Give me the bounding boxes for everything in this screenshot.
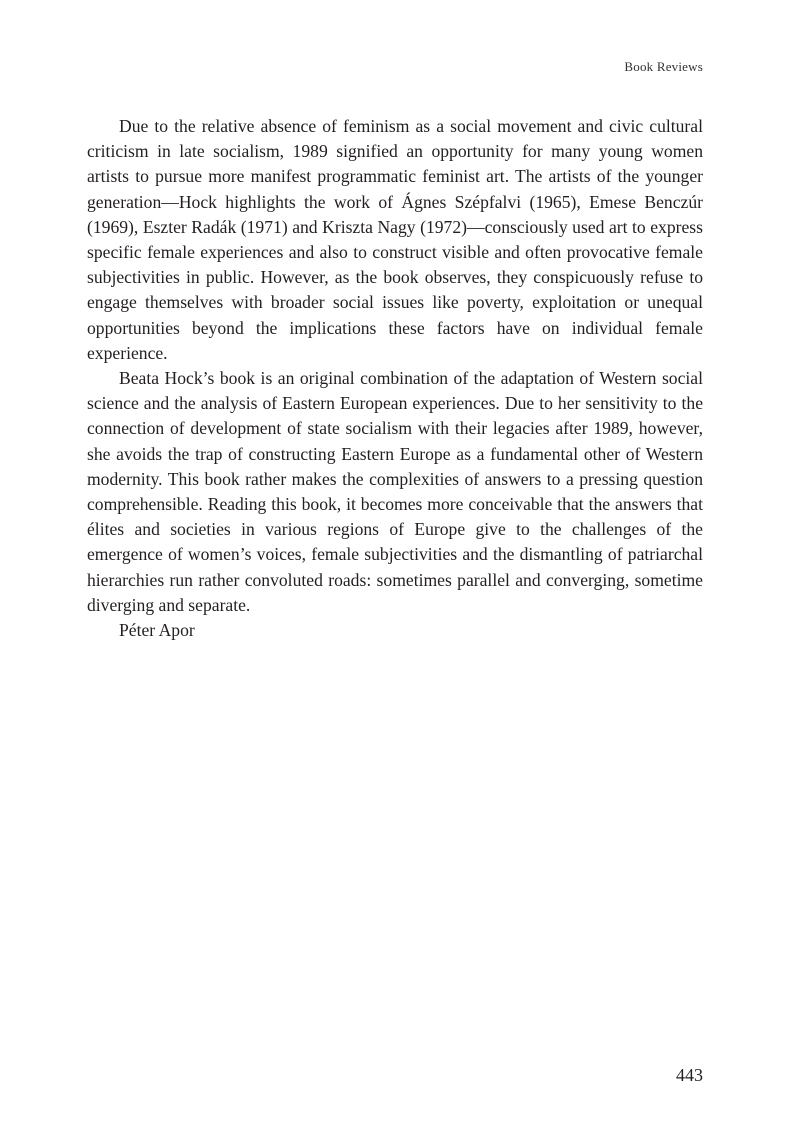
review-body xyxy=(87,114,703,643)
page-number: 443 xyxy=(676,1065,703,1085)
paragraph-2: Beata Hock’s book is an original combination of the adaptation of Western social science and the analysis of Eastern European experiences. Due to her sensitivity to the connection of development of state socialism with their legacies after 1989, however, she avoids the trap of constructing Eastern Europe as a fundamental other of Western modernity. This book rather makes the complexities of answers to a pressing question comprehensible. Reading this book, it becomes more conceivable that the answers that élites and societies in various regions of Europe give to the challenges of the emergence of women’s voices, female subjectivities and the dismantling of patriarchal hierarchies run rather convoluted roads: sometimes parallel and converging, sometime diverging and separate. xyxy=(87,368,703,615)
reviewer-signature: Péter Apor xyxy=(119,620,195,641)
running-head: Book Reviews xyxy=(624,59,703,74)
paragraph-1: Due to the relative absence of feminism as a social movement and civic cultural criticism in late socialism, 1989 signified an opportunity for many young women artists to pursue more manifest programmatic feminist art. The artists of the younger generation—Hock highlights the work of Ágnes Szépfalvi (1965), Emese Benczúr (1969), Eszter Radák (1971) and Kriszta Nagy (1972)—consciously used art to express specific female experiences and also to construct visible and often provocative female subjectivities in public. However, as the book observes, they conspicuously refuse to engage themselves with broader social issues like poverty, exploitation or unequal opportunities beyond the implications these factors have on individual female experience. xyxy=(87,116,703,363)
